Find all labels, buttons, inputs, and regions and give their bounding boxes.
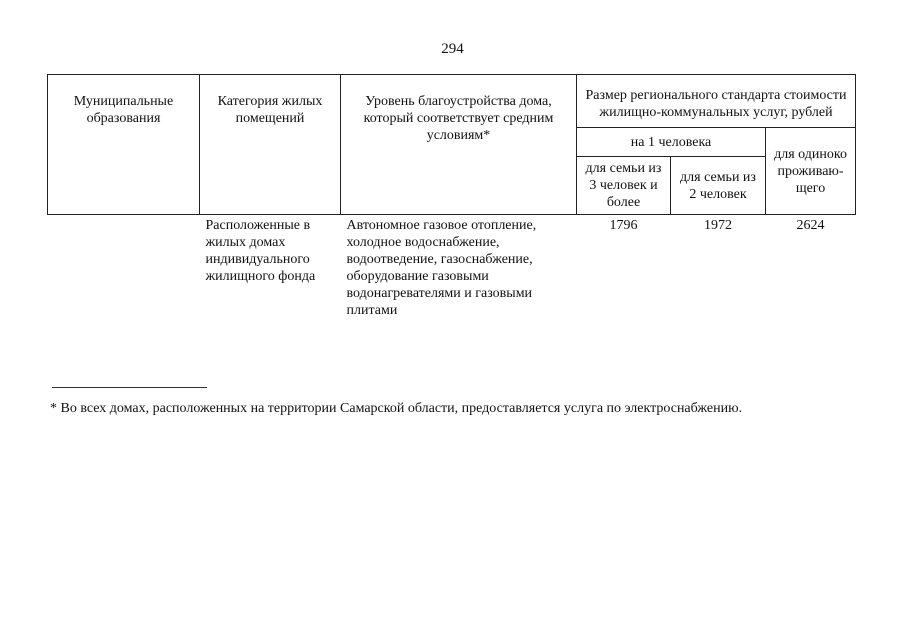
header-municipal: Муниципальные образования (48, 75, 200, 215)
cell-level: Автономное газовое отопление, холодное водоснабжение, водоотведение, газоснабжение, оборудование газовыми водонагревателями и газовыми плитами (346, 218, 537, 318)
standard-cost-table (47, 74, 856, 321)
cell-category: Расположенные в жилых домах индивидуального жилищного фонда (205, 218, 316, 284)
cell-single: 2624 (796, 218, 825, 233)
header-family2: для семьи из 2 человек (671, 157, 766, 215)
header-family3: для семьи из 3 человек и более (577, 157, 671, 215)
header-single: для одиноко проживаю-щего (766, 128, 856, 215)
header-standard-size: Размер регионального стандарта стоимости жилищно-коммунальных услуг, рублей (577, 75, 856, 128)
cell-family3: 1796 (609, 218, 638, 233)
header-category: Категория жилых помещений (200, 75, 341, 215)
cell-municipal (48, 215, 200, 322)
table-row (48, 215, 856, 322)
footnote-divider (52, 387, 207, 388)
header-per-person: на 1 человека (577, 128, 766, 157)
page-number: 294 (441, 41, 464, 57)
header-level: Уровень благоустройства дома, который соответствует средним условиям* (341, 75, 577, 215)
footnote: * Во всех домах, расположенных на территории Самарской области, предоставляется услуга по электроснабжению. (50, 401, 743, 416)
cell-family2: 1972 (704, 218, 732, 233)
